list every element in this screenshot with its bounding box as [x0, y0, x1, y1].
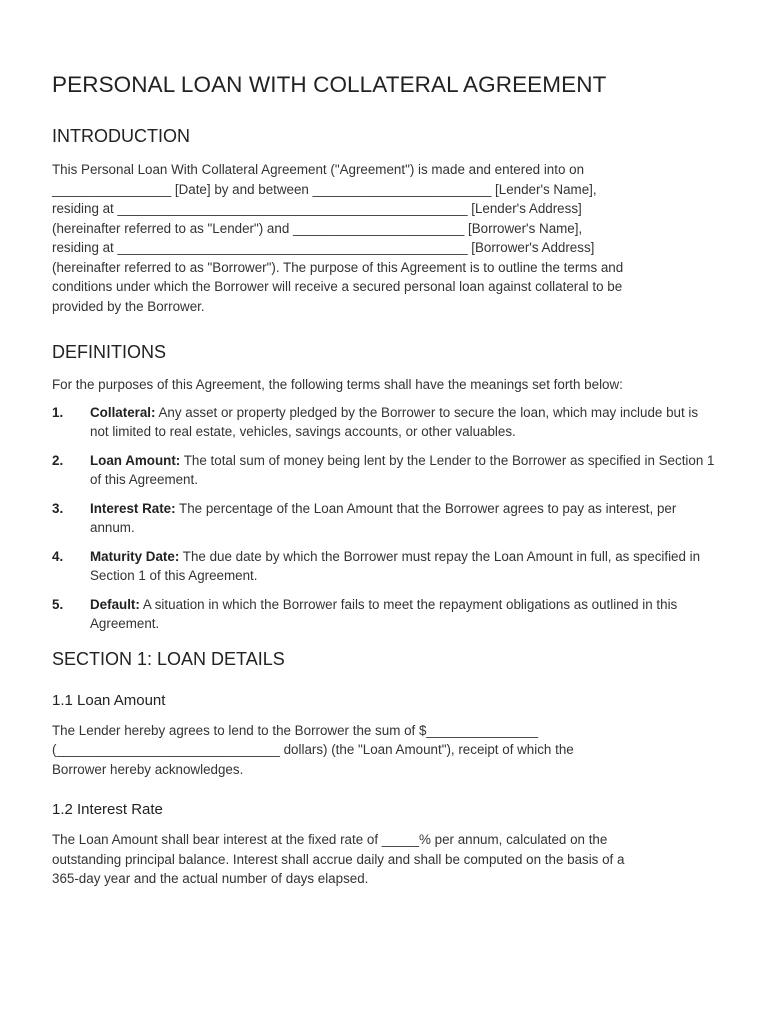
definition-term: Loan Amount: — [90, 452, 181, 468]
definition-number: 3. — [52, 500, 64, 516]
interest-rate-paragraph: The Loan Amount shall bear interest at the fixed rate of _____% per annum, calculated on the outstanding principal balance. Interest shall accrue daily and shall be computed on the basis of a 365-day year and the actual number of days elapsed. — [52, 832, 625, 886]
definition-body — [90, 547, 718, 586]
definition-term: Collateral: — [90, 404, 156, 420]
definition-number: 2. — [52, 452, 64, 468]
interest-rate-heading: 1.2 Interest Rate — [52, 801, 163, 818]
introduction-paragraph: This Personal Loan With Collateral Agreement ("Agreement") is made and entered into on ________________ [Date] by and between ________________________ [Lender's Name], residing at _______________________________________________ [Lender's Address] (hereinafter referred to as "Lender") and _______________________ [Borrower's Name], residing at _______________________________________________ [Borrower's Address] (hereinafter referred to as "Borrower"). The purpose of this Agreement is to outline the terms and conditions under which the Borrower will receive a secured personal loan against collateral to be provided by the Borrower. — [52, 162, 624, 314]
definitions-intro: For the purposes of this Agreement, the following terms shall have the meanings set forth below: — [52, 377, 623, 392]
definition-text: The total sum of money being lent by the Lender to the Borrower as specified in Section 1 of this Agreement. — [90, 452, 715, 487]
definition-item — [52, 403, 718, 442]
definition-number: 4. — [52, 548, 64, 564]
document-title: PERSONAL LOAN WITH COLLATERAL AGREEMENT — [52, 72, 607, 97]
definition-body — [90, 595, 718, 634]
definition-number: 5. — [52, 596, 64, 612]
definition-item — [52, 547, 718, 586]
definition-text: The percentage of the Loan Amount that the Borrower agrees to pay as interest, per annum. — [90, 500, 677, 535]
definition-body — [90, 499, 718, 538]
definition-term: Maturity Date: — [90, 548, 180, 564]
definition-term: Default: — [90, 596, 140, 612]
loan-amount-heading: 1.1 Loan Amount — [52, 691, 166, 709]
loan-amount-paragraph: The Lender hereby agrees to lend to the Borrower the sum of $_______________ (______________________________ dollars) (the "Loan Amount"), receipt of which the Borrower hereby acknowledges. — [52, 722, 574, 777]
definitions-heading: DEFINITIONS — [52, 342, 167, 362]
definitions-list — [52, 403, 718, 634]
definition-text: A situation in which the Borrower fails to meet the repayment obligations as outlined in this Agreement. — [90, 596, 678, 631]
definition-body — [90, 451, 718, 490]
definition-item — [52, 451, 718, 490]
definition-item — [52, 595, 718, 634]
section1-heading: SECTION 1: LOAN DETAILS — [52, 648, 285, 669]
introduction-heading: INTRODUCTION — [52, 126, 190, 146]
definition-number: 1. — [52, 404, 64, 420]
definition-item — [52, 499, 718, 538]
definition-term: Interest Rate: — [90, 500, 176, 516]
definition-text: Any asset or property pledged by the Borrower to secure the loan, which may include but is not limited to real estate, vehicles, savings accounts, or other valuables. — [90, 404, 699, 439]
definition-text: The due date by which the Borrower must repay the Loan Amount in full, as specified in Section 1 of this Agreement. — [90, 548, 701, 583]
definition-body — [90, 403, 718, 442]
